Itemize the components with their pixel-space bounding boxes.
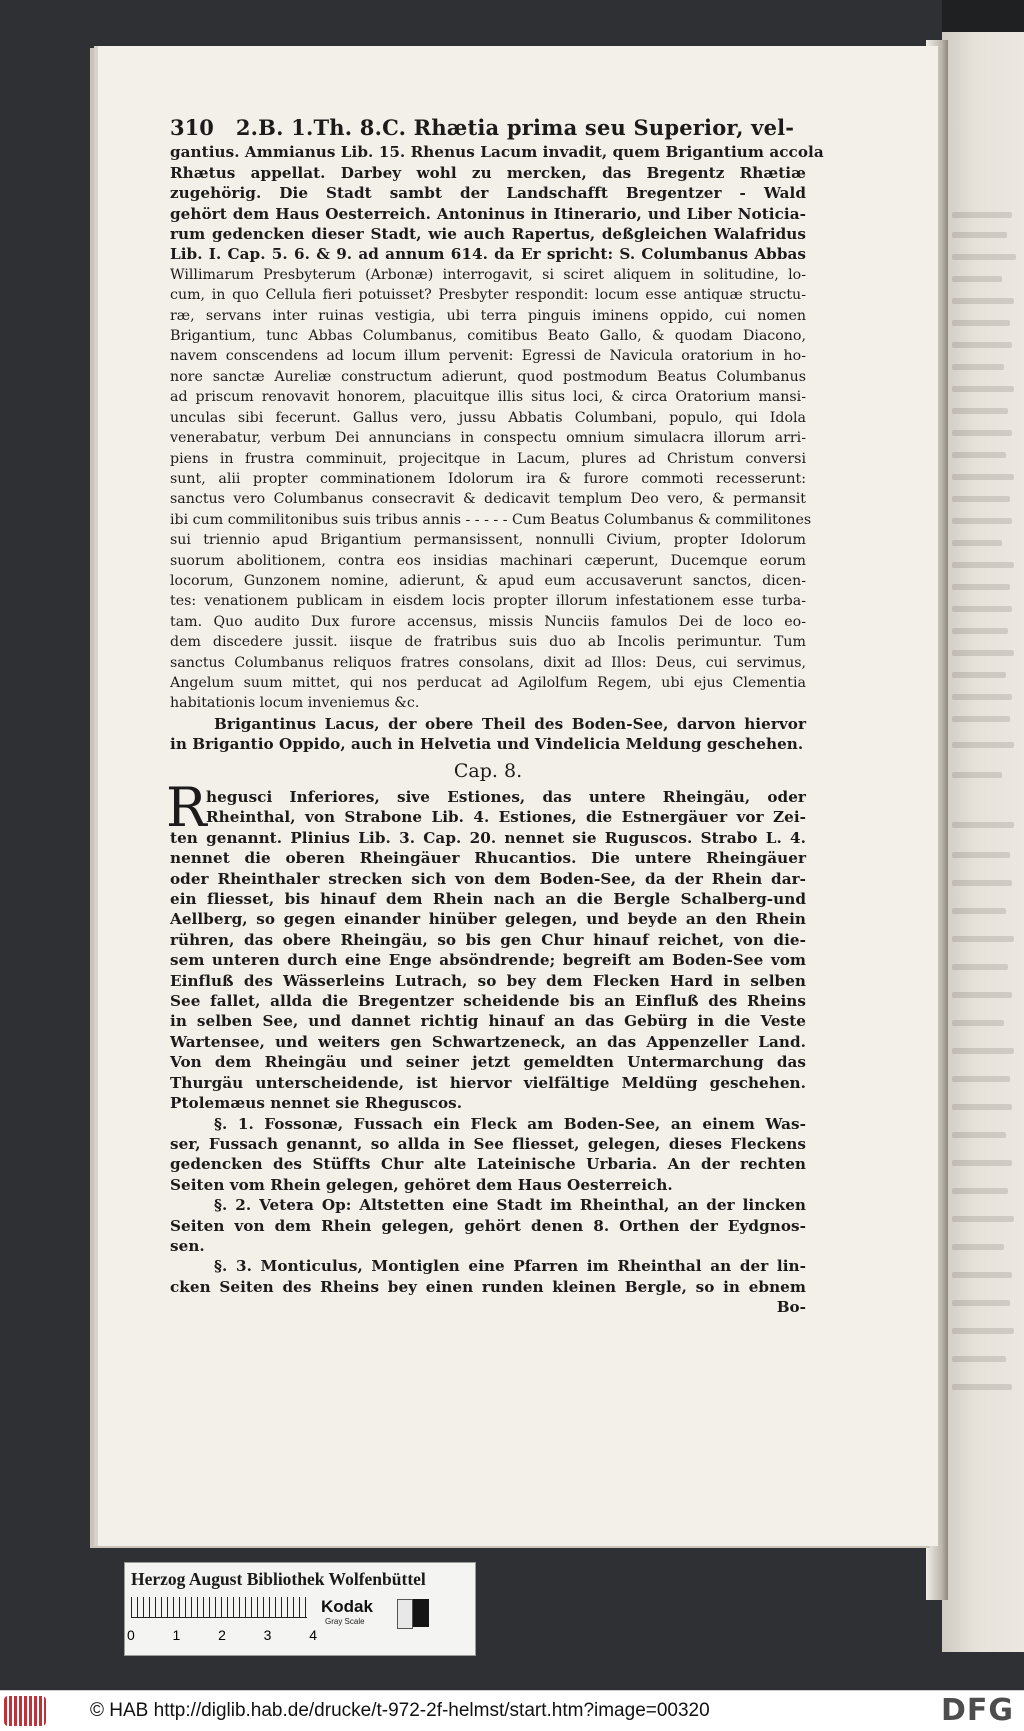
hab-logo-icon (4, 1696, 46, 1726)
latin-line: unculas sibi fecerunt. Gallus vero, jussu Abbatis Columbani, populo, qui Idola (170, 409, 806, 426)
latin-line: Willimarum Presbyterum (Arbonæ) interrogavit, si sciret aliquem in solitudine, lo- (170, 266, 806, 283)
text-line: §. 1. Fossonæ, Fussach ein Fleck am Boden-See, an einem Was- (214, 1114, 806, 1133)
text-line: rum gedencken dieser Stadt, wie auch Rapertus, deßgleichen Walafridus (170, 225, 806, 244)
latin-line: tam. Quo audito Dux furore accensus, missis Nunciis famulos Dei de loco eo- (170, 613, 806, 630)
text-line: sem unteren durch eine Enge absöndrende; begreift am Boden-See vom (170, 951, 806, 970)
latin-line: piens in frustra comminuit, projecitque in Lacum, plures ad Christum conversi (170, 450, 806, 467)
latin-line: suorum abolitionem, contra eos insidias machinari cæperunt, Ducemque eorum (170, 552, 806, 569)
gray-patch-dark (413, 1599, 429, 1627)
section-3 (170, 1256, 920, 1297)
text-line: ser, Fussach genannt, so allda in See fliesset, gelegen, dieses Fleckens (170, 1134, 806, 1153)
latin-line: cum, in quo Cellula fieri potuisset? Presbyter respondit: locum esse antiquæ structu- (170, 287, 806, 304)
gray-scale-label: Gray Scale (325, 1617, 365, 1626)
latin-line: habitationis locum inveniemus &c. (170, 695, 420, 712)
text-line: Wartensee, und weiters gen Schwartzeneck, an das Appenzeller Land. (170, 1032, 806, 1051)
drop-cap: R (166, 776, 207, 839)
text-line: gedencken des Stüffts Chur alte Lateinische Urbaria. An der rechten (170, 1155, 806, 1174)
running-header (170, 115, 920, 140)
latin-line: ad priscum renovavit honorem, placuitque illis situs loci, & circa Oratorium mansi- (170, 389, 806, 406)
latin-line: navem conscendens ad locum illum pervenit: Egressi de Navicula oratorium in ho- (170, 348, 806, 365)
latin-line: dem discedere jussit. iisque de fratribus suis duo ab Incolis perimuntur. Tum (170, 634, 806, 651)
kodak-logo: Kodak (321, 1597, 373, 1616)
library-name: Herzog August Bibliothek Wolfenbüttel (131, 1569, 426, 1589)
text-line: Rheinthal, von Strabone Lib. 4. Estiones, die Estnergäuer vor Zei- (206, 808, 806, 827)
ruler-scale (131, 1597, 307, 1618)
latin-quotation (170, 265, 920, 714)
text-line: gantius. Ammianus Lib. 15. Rhenus Lacum invadit, quem Brigantium accola (170, 143, 824, 162)
latin-line: tes: venationem publicam in eisdem locis propter illorum infestationem esse turba- (170, 593, 806, 610)
text-line: §. 2. Vetera Op: Altstetten eine Stadt im Rheinthal, an der lincken (214, 1196, 806, 1215)
chapter-body (166, 776, 920, 1114)
latin-line: nore sanctæ Aureliæ constructum adierunt, quod postmodum Beatus Columbanus (170, 368, 806, 385)
page-text-block (166, 115, 920, 1318)
latin-line: Angelum suum mittet, qui nos perducat ad Agilolfum Regem, ubi ejus Clementia (170, 674, 806, 691)
text-line: Brigantinus Lacus, der obere Theil des Boden-See, darvon hiervor (214, 714, 806, 733)
text-line: ten genannt. Plinius Lib. 3. Cap. 20. nennet sie Ruguscos. Strabo L. 4. (170, 828, 806, 847)
section-1 (170, 1114, 920, 1196)
latin-line: sui triennio apud Brigantium permansissent, nonnulli Civium, propter Idolorum (170, 532, 806, 549)
chapter-heading: Cap. 8. (453, 759, 523, 782)
text-line: in Brigantio Oppido, auch in Helvetia und Vindelicia Meldung geschehen. (170, 735, 804, 754)
latin-line: venerabatur, verbum Dei annuncians in conspectu omnium simulacra illorum arri- (170, 430, 806, 447)
footer-link[interactable]: © HAB http://diglib.hab.de/drucke/t-972-2f-helmst/start.htm?image=00320 (90, 1700, 710, 1721)
text-line: Einfluß des Wässerleins Lutrach, so bey dem Flecken Hard in selben (170, 971, 806, 990)
text-line: zugehörig. Die Stadt sambt der Landschafft Bregentzer - Wald (170, 184, 806, 203)
latin-line: Brigantium, tunc Abbas Columbanus, comitibus Beato Gallo, & quodam Diacono, (170, 328, 806, 345)
text-line: Thurgäu unterscheidende, ist hiervor vielfältige Meldüng geschehen. (170, 1073, 806, 1092)
footer-bar (0, 1690, 1024, 1731)
text-line: ein fliesset, bis hinauf dem Rhein nach an die Bergle Schalberg-und (170, 890, 806, 909)
section-2 (170, 1195, 920, 1256)
ruler-number: 4 (309, 1627, 317, 1643)
top-paragraph (170, 142, 920, 264)
latin-line: ræ, servans inter ruinas vestigia, ubi terra pinguis iminens oppido, cui nomen (170, 307, 806, 324)
latin-line: ibi cum commilitonibus suis tribus annis - - - - - Cum Beatus Columbanus & commilitones (170, 511, 812, 528)
text-line: §. 3. Monticulus, Montiglen eine Pfarren im Rheinthal an der lin- (214, 1257, 806, 1276)
ruler-number: 1 (172, 1627, 181, 1643)
gray-patch-light (397, 1599, 413, 1629)
text-line: cken Seiten des Rheins bey einen runden kleinen Bergle, so in ebnem (170, 1277, 806, 1296)
text-line: Aellberg, so gegen einander hinüber gelegen, und beyde an den Rhein (170, 910, 806, 929)
text-line: nennet die oberen Rheingäuer Rhucantios. Die untere Rheingäuer (170, 849, 806, 868)
catchword: Bo- (776, 1298, 806, 1317)
latin-line: sanctus vero Columbanus consecravit & dedicavit templum Deo vero, & permansit (170, 491, 806, 508)
page-number: 310 (170, 115, 214, 140)
ruler-numbers (127, 1627, 317, 1643)
lacus-paragraph (170, 714, 920, 755)
text-line: Seiten vom Rhein gelegen, gehöret dem Haus Oesterreich. (170, 1175, 673, 1194)
latin-line: sanctus Columbanus reliquos fratres consolans, dixit ad Illos: Deus, cui servimus, (170, 654, 806, 671)
latin-line: locorum, Gunzonem nomine, adierunt, & apud eum accusaverunt sanctos, dicen- (170, 572, 806, 589)
ruler-number: 2 (218, 1627, 226, 1643)
dfg-logo: DFG (940, 1693, 1014, 1728)
facing-page (942, 32, 1024, 1652)
text-line: Ptolemæus nennet sie Rheguscos. (170, 1094, 463, 1113)
ruler-number: 3 (263, 1627, 272, 1643)
running-title: 2.B. 1.Th. 8.C. Rhætia prima seu Superior, vel- (235, 115, 795, 140)
text-line: oder Rheinthaler strecken sich von dem Boden-See, da der Rhein dar- (170, 869, 806, 888)
text-line: Rhætus appellat. Darbey wohl zu mercken, das Bregentz Rhætiæ (170, 163, 806, 182)
text-line: See fallet, allda die Bregentzer scheidende bis an Einfluß des Rheins (170, 992, 806, 1011)
ruler-number: 0 (127, 1627, 135, 1643)
color-reference-card (124, 1562, 476, 1656)
text-line: in selben See, und dannet richtig hinauf an das Gebürg in die Veste (170, 1012, 806, 1031)
text-line: Seiten von dem Rhein gelegen, gehört denen 8. Orthen der Eydgnos- (170, 1216, 806, 1235)
text-line: Lib. I. Cap. 5. 6. & 9. ad annum 614. da Er spricht: S. Columbanus Abbas (170, 245, 806, 264)
text-line: gehört dem Haus Oesterreich. Antoninus in Itinerario, und Liber Noticia- (170, 204, 806, 223)
latin-line: sunt, alii propter comminationem Idolorum ira & furore commoti recesserunt: (170, 470, 806, 487)
text-line: rühren, das obere Rheingäu, so bis gen Chur hinauf reichet, von die- (170, 930, 806, 949)
text-line: Von dem Rheingäu und seiner jetzt gemeldten Untermarchung das (170, 1053, 806, 1072)
text-line: sen. (170, 1236, 205, 1255)
text-line: hegusci Inferiores, sive Estiones, das untere Rheingäu, oder (206, 788, 806, 806)
